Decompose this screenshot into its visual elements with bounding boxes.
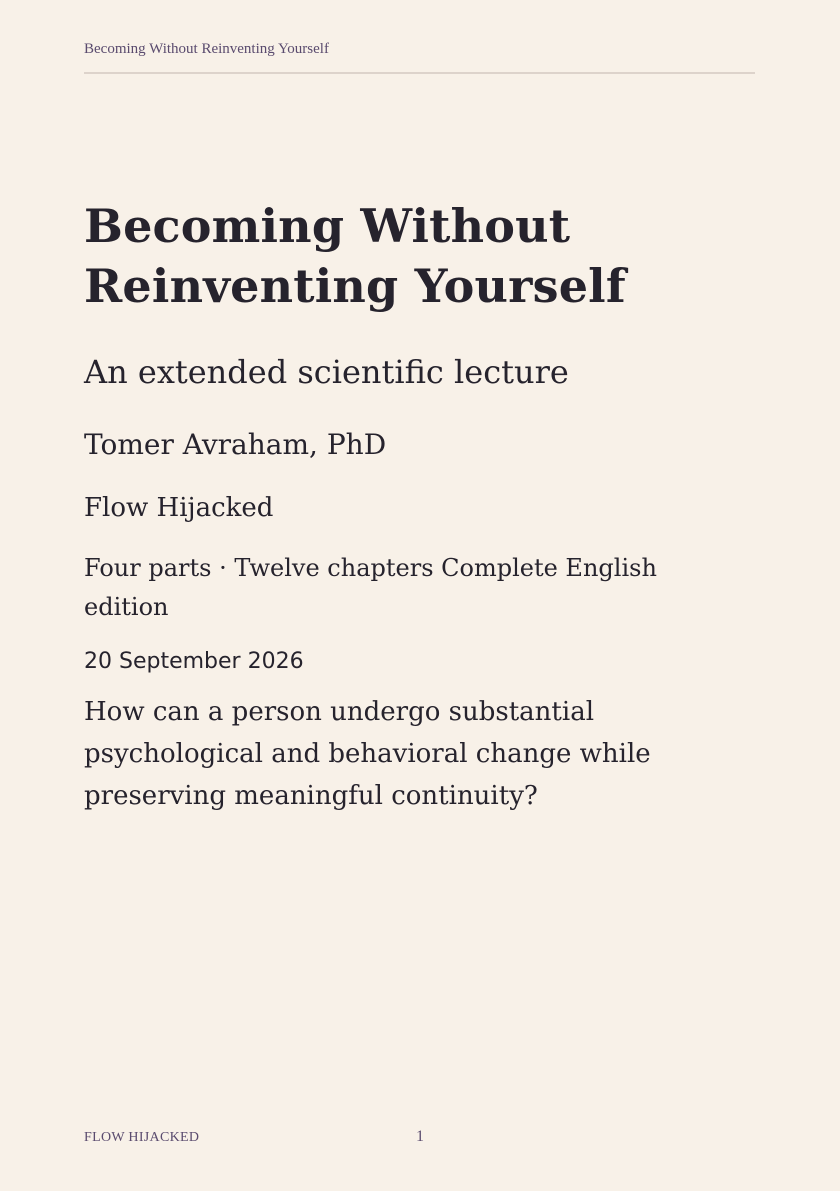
- series-name: Flow Hijacked: [84, 493, 274, 523]
- publication-date: 20 September 2026: [84, 649, 304, 674]
- header-divider: [84, 72, 755, 74]
- edition-info: Four parts · Twelve chapters Complete English edition: [84, 554, 657, 621]
- author-name: Tomer Avraham, PhD: [84, 428, 387, 461]
- guiding-question: How can a person undergo substantial psychological and behavioral change while preserving meaningful continuity?: [84, 697, 651, 811]
- footer-series-label: FLOW HIJACKED: [84, 1130, 200, 1145]
- page-number: 1: [416, 1128, 424, 1145]
- document-title: Becoming Without Reinventing Yourself: [84, 199, 626, 313]
- running-header: Becoming Without Reinventing Yourself: [84, 41, 329, 57]
- document-subtitle: An extended scientific lecture: [84, 353, 569, 391]
